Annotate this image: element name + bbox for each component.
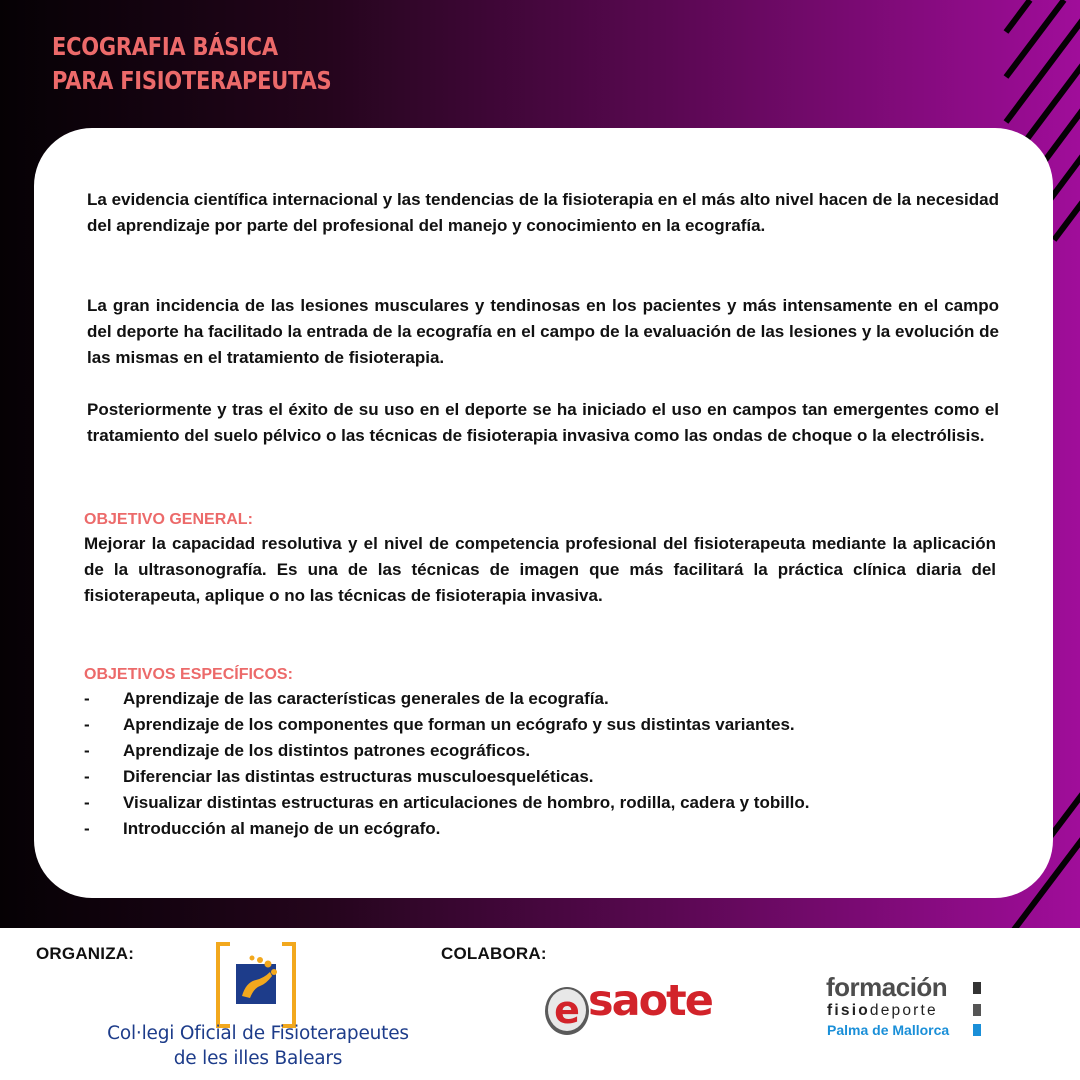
list-item-text: Introducción al manejo de un ecógrafo. — [123, 819, 441, 838]
formacion-fisiodeporte-logo — [826, 972, 996, 1048]
list-item — [84, 790, 1004, 816]
bullet-dash: - — [84, 767, 90, 786]
esaote-e-letter: e — [554, 988, 580, 1032]
bullet-dash: - — [84, 793, 90, 812]
objetivo-general-heading: OBJETIVO GENERAL: — [84, 511, 253, 528]
title-line-2: PARA FISIOTERAPEUTAS — [52, 66, 332, 95]
content-card — [34, 128, 1053, 898]
list-item — [84, 816, 1004, 842]
list-item — [84, 764, 1004, 790]
list-item-text: Aprendizaje de las características generales de la ecografía. — [123, 689, 609, 708]
list-item — [84, 712, 1004, 738]
colabora-label: COLABORA: — [441, 944, 547, 963]
ffd-square-dark — [973, 982, 981, 994]
organizer-logo — [88, 940, 428, 1076]
intro-paragraph-1: La evidencia científica internacional y las tendencias de la fisioterapia en el más alto nivel hacen de la necesidad del aprendizaje por parte del profesional del manejo y conocimiento en la ecografía. — [87, 190, 999, 235]
ffd-square-blue — [973, 1024, 981, 1036]
intro-paragraph-2: La gran incidencia de las lesiones musculares y tendinosas en los pacientes y más intensamente en el campo del deporte ha facilitado la entrada de la ecografía en el campo de la evaluación de las lesiones y la evolución de las mismas en el tratamiento de fisioterapia. — [87, 296, 999, 367]
list-item-text: Visualizar distintas estructuras en articulaciones de hombro, rodilla, cadera y tobillo. — [123, 793, 810, 812]
organizer-emblem-icon — [216, 942, 296, 1028]
organizer-name-line-2: de les illes Balears — [173, 1048, 343, 1069]
list-item — [84, 738, 1004, 764]
footer — [0, 928, 1080, 1080]
organizer-name-line-1: Col·legi Oficial de Fisioterapeutes — [107, 1023, 409, 1044]
organiza-label: ORGANIZA: — [36, 944, 135, 963]
list-item-text: Aprendizaje de los distintos patrones ecográficos. — [123, 741, 531, 760]
ffd-line-3: Palma de Mallorca — [827, 1022, 950, 1038]
objetivos-especificos-heading: OBJETIVOS ESPECÍFICOS: — [84, 666, 293, 683]
ffd-deporte: deporte — [869, 1002, 938, 1019]
bullet-dash: - — [84, 819, 90, 838]
objetivo-general-text: Mejorar la capacidad resolutiva y el nivel de competencia profesional del fisioterapeuta mediante la aplicación de la ultrasonografía. Es una de las técnicas de imagen que más facilitará la práctica clínica diaria del fisioterapeuta, aplique o no las técnicas de fisioterapia invasiva. — [84, 534, 996, 605]
objetivos-especificos-list — [84, 686, 1004, 842]
bullet-dash: - — [84, 689, 90, 708]
bullet-dash: - — [84, 715, 90, 734]
page-title — [52, 30, 385, 98]
esaote-logo — [540, 974, 726, 1046]
title-line-1: ECOGRAFIA BÁSICA — [52, 32, 278, 61]
ffd-line-1: formación — [826, 972, 948, 1002]
intro-paragraph-3: Posteriormente y tras el éxito de su uso en el deporte se ha iniciado el uso en campos tan emergentes como el tratamiento del suelo pélvico o las técnicas de fisioterapia invasiva como las ondas de choque o la electrólisis. — [87, 400, 999, 445]
list-item-text: Aprendizaje de los componentes que forman un ecógrafo y sus distintas variantes. — [123, 715, 795, 734]
ffd-line-2 — [827, 1002, 938, 1020]
ffd-square-grey — [973, 1004, 981, 1016]
ffd-fisio: fisio — [827, 1002, 870, 1019]
list-item — [84, 686, 1004, 712]
esaote-wordmark: saote — [588, 976, 712, 1026]
bullet-dash: - — [84, 741, 90, 760]
list-item-text: Diferenciar las distintas estructuras musculoesqueléticas. — [123, 767, 594, 786]
esaote-e-mark-icon — [542, 980, 592, 1040]
